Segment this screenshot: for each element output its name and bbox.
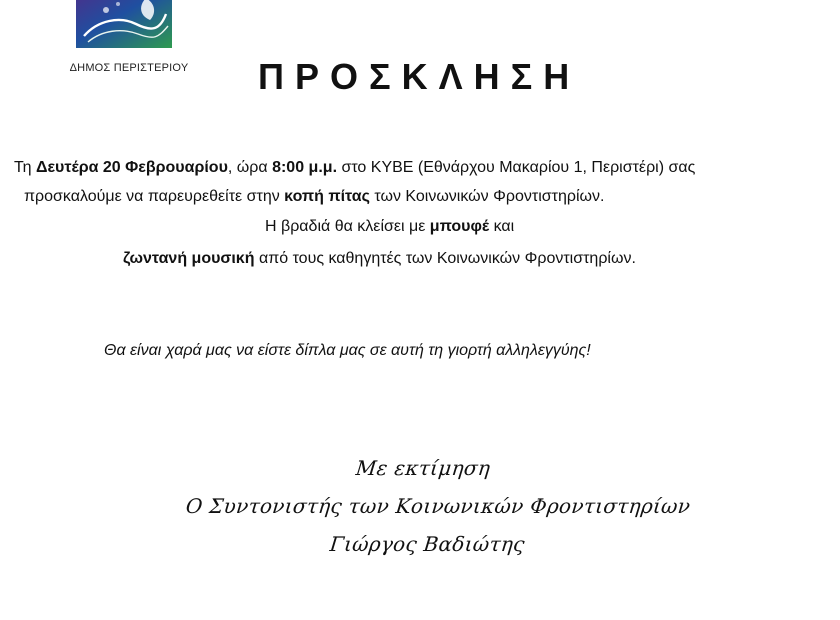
signature-greeting: Με εκτίμηση [354,456,492,480]
invitation-line-1: Τη Δευτέρα 20 Φεβρουαρίου, ώρα 8:00 μ.μ. στο ΚΥΒΕ (Εθνάρχου Μακαρίου 1, Περιστέρι) σας [14,159,696,176]
closing-sentence: Θα είναι χαρά μας να είστε δίπλα μας σε αυτή τη γιορτή αλληλεγγύης! [104,342,591,359]
invitation-line-2: προσκαλούμε να παρευρεθείτε στην κοπή πίτας των Κοινωνικών Φροντιστηρίων. [24,188,605,205]
invitation-line-3: Η βραδιά θα κλείσει με μπουφέ και [265,218,515,235]
invitation-line-4: ζωντανή μουσική από τους καθηγητές των Κοινωνικών Φροντιστηρίων. [123,250,636,267]
page-title: ΠΡΟΣΚΛΗΣΗ [258,56,581,97]
municipality-logo-icon [76,0,172,48]
municipality-name: ΔΗΜΟΣ ΠΕΡΙΣΤΕΡΙΟΥ [69,62,189,74]
signature-name: Γιώργος Βαδιώτης [328,532,527,556]
signature-role: Ο Συντονιστής των Κοινωνικών Φροντιστηρίων [184,494,692,518]
